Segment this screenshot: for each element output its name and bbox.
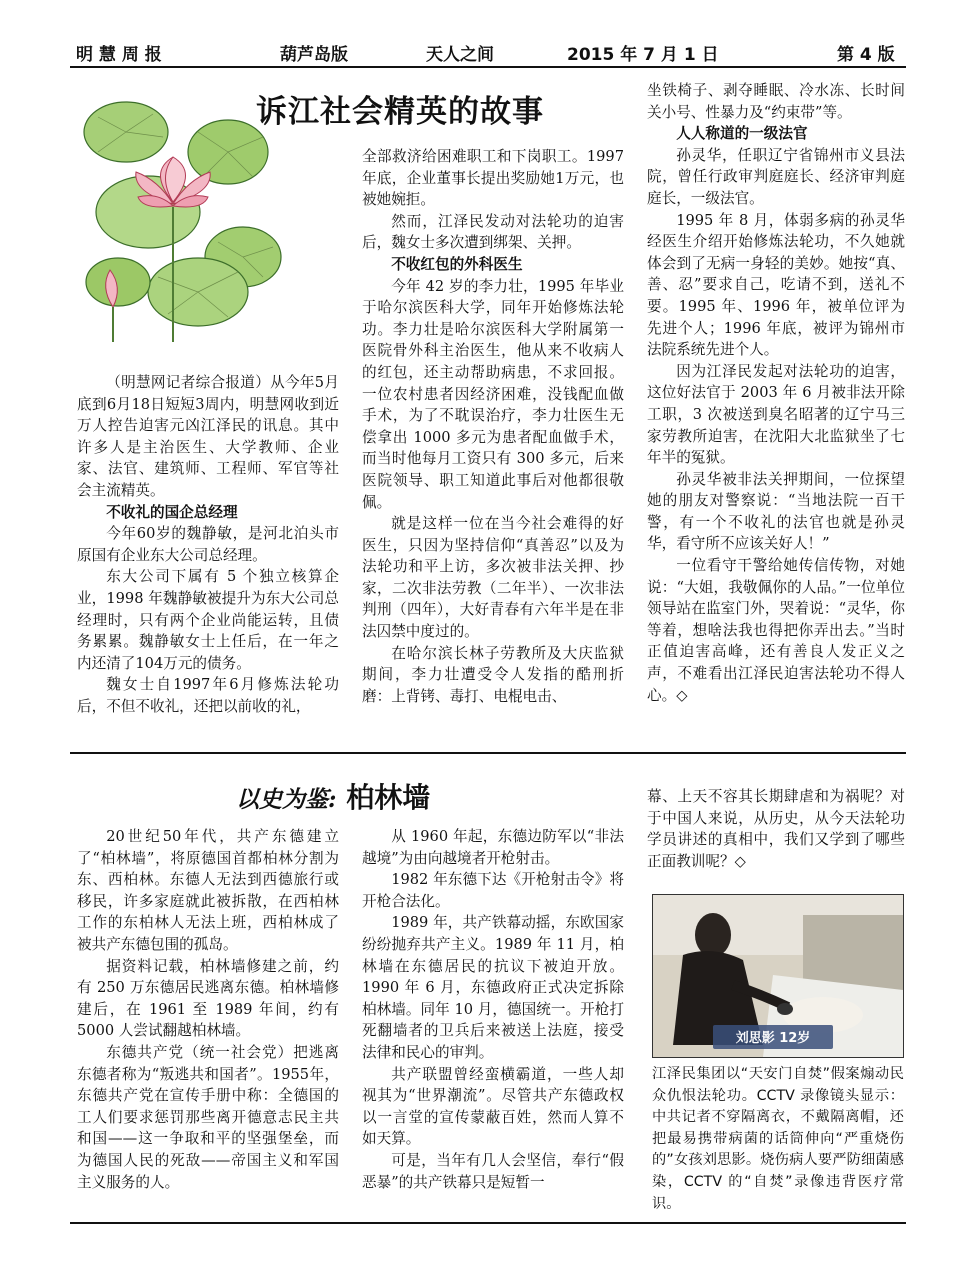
paper-name: 明 慧 周 报: [76, 45, 162, 65]
paragraph: 东大公司下属有 5 个独立核算企业，1998 年魏静敏被提升为东大公司总经理时，只有两个企业尚能运转，且债务累累。魏静敏女士上任后，在一年之内还清了104万元的债务。: [77, 568, 339, 672]
photo-subtitle: 刘思影 12岁: [735, 1031, 811, 1046]
article1-column-1: [77, 372, 339, 718]
paragraph: 因为江泽民发起对法轮功的迫害，这位好法官于 2003 年 6 月被非法开除工职，3 次被送到臭名昭著的辽宁马三家劳教所迫害，在沈阳大北监狱坐了七年半的冤狱。: [647, 362, 905, 467]
subheading: 不收红包的外科医生: [391, 255, 523, 273]
photo-caption: 江泽民集团以“天安门自焚”假案煽动民众仇恨法轮功。CCTV 录像镜头显示：中共记者不穿隔离衣，不戴隔离帽，还把最易携带病菌的话筒伸向“严重烧伤的”女孩刘思影。烧伤病人要严防细菌感染，CCTV 的“自焚”录像违背医疗常识。: [652, 1066, 904, 1212]
paragraph: 在哈尔滨长林子劳教所及大庆监狱期间，李力壮遭受令人发指的酷刑折磨：上背铐、毒打、电棍电击、: [362, 644, 624, 705]
paragraph: 孙灵华被非法关押期间，一位探望她的朋友对警察说：“当地法院一百干警，有一个不收礼的法官也就是孙灵华，看守所不应该关好人！”: [647, 470, 905, 553]
paragraph: 1982 年东德下达《开枪射击令》将开枪合法化。: [362, 871, 624, 910]
footer-rule: [70, 1222, 906, 1224]
paragraph: 然而，江泽民发动对法轮功的迫害后，魏女士多次遭到绑架、关押。: [362, 212, 624, 252]
paragraph: 全部救济给困难职工和下岗职工。1997年底，企业董事长提出奖励她1万元，也被她婉拒。: [362, 148, 624, 209]
article1-column-2: [362, 146, 624, 707]
article1-title: 诉江社会精英的故事: [256, 94, 544, 130]
article2-title-prefix: 以史为鉴:: [236, 786, 337, 813]
paragraph: 据资料记载，柏林墙修建之前，约有 250 万东德居民逃离东德。柏林墙修建后，在 1961 至 1989 年间，约有 5000 人尝试翻越柏林墙。: [77, 957, 339, 1040]
paragraph: 魏女士自1997年6月修炼法轮功后，不但不收礼，还把以前收的礼，: [77, 676, 339, 715]
edition-name: 葫芦岛版: [280, 45, 348, 65]
paragraph: 今年 42 岁的李力壮，1995 年毕业于哈尔滨医科大学，同年开始修炼法轮功。李力壮是哈尔滨医科大学附属第一医院骨外科主治医生，他从来不收病人的红包，还主动帮助病患，不求回报。一位农村患者因经济困难，没钱配血做手术，为了不耽误治疗，李力壮医生无偿拿出 1000 多元为患者配血做手术，而当时他每月工资只有 300 多元，后来医院领导、职工知道此事后对他都很敬佩。: [362, 277, 624, 511]
article1-column-3: [647, 80, 905, 706]
header-rule: [70, 66, 906, 68]
paragraph: 就是这样一位在当今社会难得的好医生，只因为坚持信仰“真善忍”以及为法轮功和平上访，多次被非法关押、抄家，二次非法劳教（二年半）、一次非法判刑（四年），大好青春有六年半是在非法囚禁中度过的。: [362, 515, 624, 641]
paragraph: 共产联盟曾经蛮横霸道，一些人却视其为“世界潮流”。尽管共产东德政权以一言堂的宣传蒙蔽百姓，然而人算不如天算。: [362, 1065, 624, 1148]
paragraph: 从 1960 年起，东德边防军以“非法越境”为由向越境者开枪射击。: [362, 828, 624, 867]
subheading: 人人称道的一级法官: [676, 125, 808, 143]
paragraph: 1989 年，共产铁幕动摇，东欧国家纷纷抛弃共产主义。1989 年 11 月，柏林墙在东德居民的抗议下被迫开放。1990 年 6 月，东德政府正式决定拆除柏林墙。同年 10 月，德国统一。开枪打死翻墙者的卫兵后来被送上法庭，接受法律和民心的审判。: [362, 914, 624, 1061]
paragraph: 今年60岁的魏静敏，是河北泊头市原国有企业东大公司总经理。: [77, 525, 339, 564]
paragraph: 一位看守干警给她传信传物，对她说：“大姐，我敬佩你的人品。”一位单位领导站在监室门外，哭着说：“灵华，你等着，想啥法我也得把你弄出去。”当时正值迫害高峰，还有善良人发正义之声，不难看出江泽民迫害法轮功不得人心。◇: [647, 557, 905, 704]
article2-title: [236, 776, 430, 816]
paragraph: 可是，当年有几人会坚信，奉行“假恶暴”的共产铁幕只是短暂一: [362, 1151, 624, 1191]
issue-date: 2015 年 7 月 1 日: [567, 45, 719, 65]
section-name: 天人之间: [426, 45, 494, 65]
paragraph: 20世纪50年代，共产东德建立了“柏林墙”，将原德国首都柏林分割为东、西柏林。东德人无法到西德旅行或移民，许多家庭就此被拆散，在西柏林工作的东柏林人无法上班，西柏林成了被共产东德包围的孤岛。: [77, 828, 339, 953]
paragraph: 幕、上天不容其长期肆虐和为祸呢？对于中国人来说，从历史，从今天法轮功学员讲述的真相中，我们又学到了哪些正面教训呢？◇: [647, 788, 905, 870]
paragraph: 1995 年 8 月，体弱多病的孙灵华经医生介绍开始修炼法轮功，不久她就体会到了无病一身轻的美妙。她按“真、善、忍”要求自己，吃请不到，送礼不要。1995 年、1996 年，被单位评为先进个人；1996 年底，被评为锦州市法院系统先进个人。: [647, 211, 905, 359]
paragraph: 坐铁椅子、剥夺睡眠、冷水冻、长时间关小号、性暴力及“约束带”等。: [647, 82, 905, 121]
section-divider: [70, 752, 906, 754]
article2-column-1: [77, 826, 339, 1193]
article2-column-2: [362, 826, 624, 1193]
article2-column-3: [647, 786, 905, 872]
news-photo: [652, 894, 904, 1058]
paragraph: 孙灵华，任职辽宁省锦州市义县法院，曾任行政审判庭庭长、经济审判庭庭长，一级法官。: [647, 146, 905, 207]
page-header: [70, 40, 906, 64]
page-number: 第 4 版: [837, 45, 895, 65]
article2-title-main: 柏林墙: [346, 781, 431, 814]
subheading: 不收礼的国企总经理: [106, 503, 238, 521]
paragraph: （明慧网记者综合报道）从今年5月底到6月18日短短3周内，明慧网收到近万人控告迫害元凶江泽民的讯息。其中许多人是主治医生、大学教师、企业家、法官、建筑师、工程师、军官等社会主流精英。: [77, 374, 339, 499]
paragraph: 东德共产党（统一社会党）把逃离东德者称为“叛逃共和国者”。1955年，东德共产党在宣传手册中称：全德国的工人们要求惩罚那些离开德意志民主共和国——这一争取和平的坚强堡垒，而为德国人民的死敌——帝国主义和军国主义服务的人。: [77, 1043, 339, 1191]
